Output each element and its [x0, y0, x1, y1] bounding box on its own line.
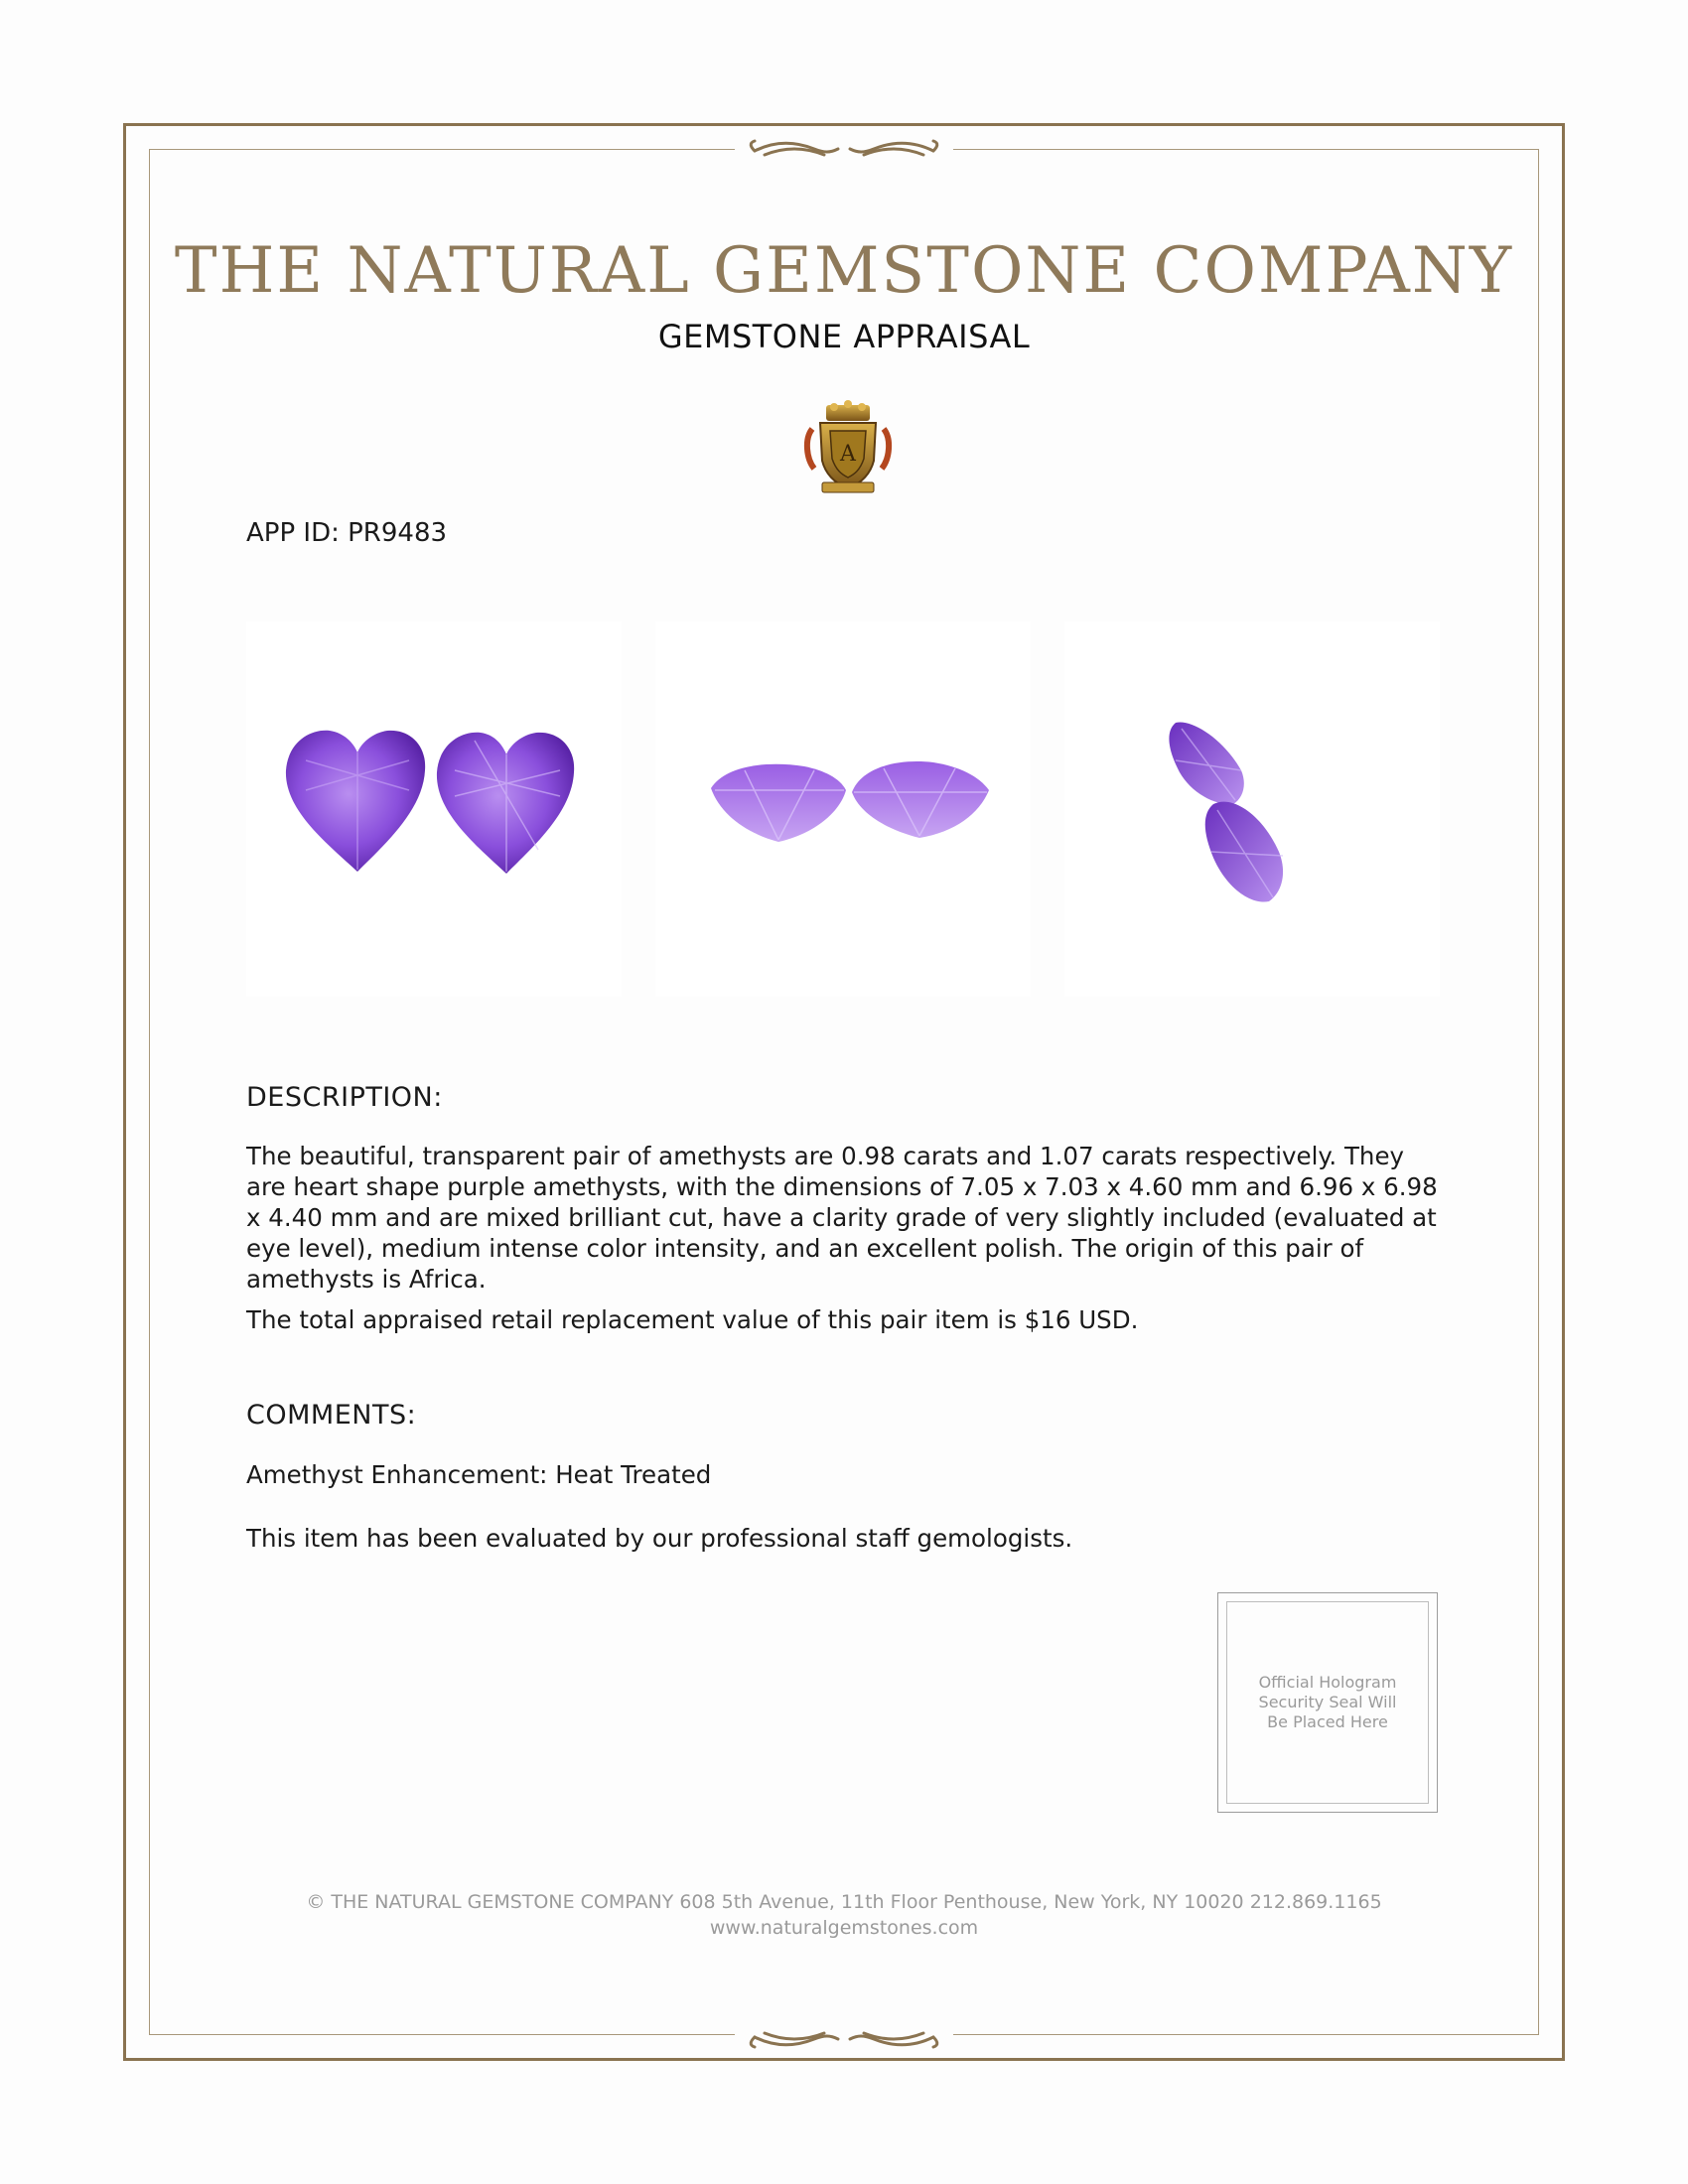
- footer-address: © THE NATURAL GEMSTONE COMPANY 608 5th Avenue, 11th Floor Penthouse, New York, NY 10020 212.869.1165: [306, 1891, 1382, 1913]
- hologram-seal-inner: [1226, 1601, 1429, 1804]
- gem-photo-top-view: [246, 621, 622, 997]
- hologram-seal-text: Official Hologram Security Seal Will Be Placed Here: [1258, 1673, 1397, 1731]
- appraised-value: The total appraised retail replacement value of this pair item is $16 USD.: [246, 1305, 1139, 1334]
- bottom-ornament-icon: [735, 2019, 953, 2055]
- evaluation-note: This item has been evaluated by our professional staff gemologists.: [246, 1524, 1073, 1553]
- gem-photo-side-view: [655, 621, 1031, 997]
- appraisal-id: APP ID: PR9483: [246, 518, 448, 548]
- document-subtitle: GEMSTONE APPRAISAL: [657, 318, 1031, 355]
- footer-website: www.naturalgemstones.com: [709, 1917, 979, 1939]
- enhancement-note: Amethyst Enhancement: Heat Treated: [246, 1460, 712, 1489]
- svg-text:A: A: [840, 442, 856, 467]
- company-title: THE NATURAL GEMSTONE COMPANY: [174, 234, 1514, 308]
- hologram-seal-placeholder: [1217, 1592, 1438, 1813]
- crest-icon: [800, 399, 896, 498]
- description-heading: DESCRIPTION:: [246, 1082, 443, 1113]
- gem-photo-angled-view: [1064, 621, 1440, 997]
- description-body: The beautiful, transparent pair of amethysts are 0.98 carats and 1.07 carats respectively. They are heart shape purple amethysts, with the dimensions of 7.05 x 7.03 x 4.60 mm and 6.96 x 6.98 x 4.40 mm and are mixed brilliant cut, have a clarity grade of very slightly included (evaluated at eye level), medium intense color intensity, and an excellent polish. The origin of this pair of amethysts is Africa.: [246, 1142, 1438, 1294]
- top-ornament-icon: [735, 133, 953, 169]
- comments-heading: COMMENTS:: [246, 1400, 417, 1431]
